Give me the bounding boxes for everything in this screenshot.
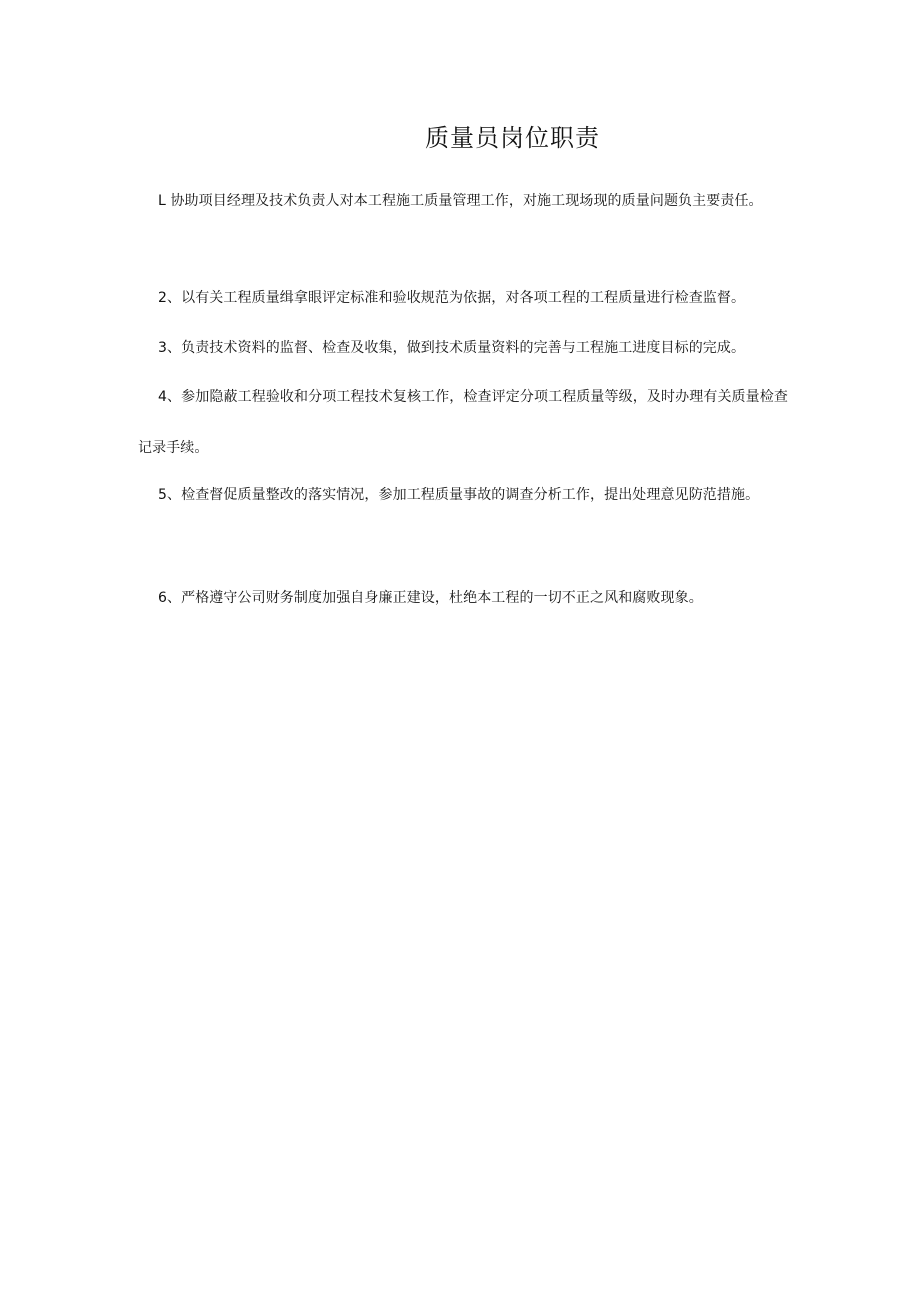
document-title: 质量员岗位职责 [425, 124, 600, 152]
duty-item-5: 5、检查督促质量整改的落实情况，参加工程质量事故的调查分析工作，提出处理意见防范措施。 [158, 487, 760, 503]
duty-item-6: 6、严格遵守公司财务制度加强自身廉正建设，杜绝本工程的一切不正之风和腐败现象。 [158, 590, 703, 606]
duty-item-3: 3、负责技术资料的监督、检查及收集，做到技术质量资料的完善与工程施工进度目标的完成。 [158, 340, 746, 356]
duty-item-1: L 协助项目经理及技术负责人对本工程施工质量管理工作，对施工现场现的质量问题负主要责任。 [158, 193, 763, 209]
duty-item-4: 4、参加隐蔽工程验收和分项工程技术复核工作，检查评定分项工程质量等级，及时办理有关质量检查记录手续。 [138, 389, 788, 456]
duty-item-2: 2、以有关工程质量缉拿眼评定标准和验收规范为依据，对各项工程的工程质量进行检查监督。 [158, 290, 746, 306]
